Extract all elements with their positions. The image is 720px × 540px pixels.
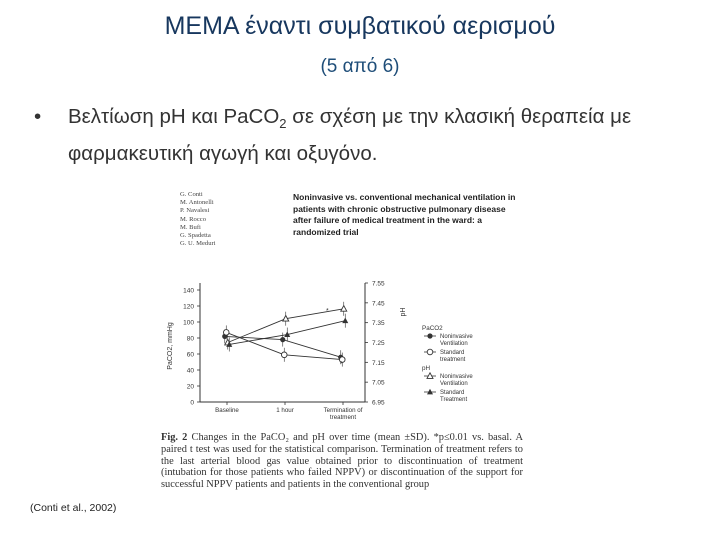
legend-heading: pH bbox=[422, 365, 431, 372]
legend-marker bbox=[427, 333, 432, 338]
x-tick-label: Baseline bbox=[215, 407, 239, 414]
author-name: M. Bufi bbox=[180, 223, 201, 231]
y-left-axis-label: PaCO2, mmHg bbox=[167, 322, 174, 370]
y-right-tick-label: 7.55 bbox=[372, 280, 385, 288]
data-point bbox=[280, 337, 285, 342]
citation: (Conti et al., 2002) bbox=[30, 502, 117, 514]
bullet-text-start: Βελτίωση pH και PaCO bbox=[68, 105, 280, 128]
y-left-tick-label: 100 bbox=[183, 319, 194, 327]
y-left-tick-label: 0 bbox=[190, 399, 194, 407]
y-left-tick-label: 20 bbox=[186, 383, 194, 391]
bullet-icon: • bbox=[34, 105, 42, 128]
y-right-axis-label: pH bbox=[400, 307, 407, 317]
x-tick-label: Termination of bbox=[323, 407, 363, 414]
legend-label: Noninvasive bbox=[440, 374, 473, 380]
data-point bbox=[223, 330, 229, 336]
y-left-tick-label: 120 bbox=[183, 303, 194, 311]
paper-title: Noninvasive vs. conventional mechanical ventilation in patients with chronic obstructive pulmonary disease after failure of medical treatment in the ward: a randomized trial bbox=[293, 192, 516, 237]
author-name: G. U. Meduri bbox=[180, 240, 216, 248]
legend-label: Treatment bbox=[440, 397, 468, 403]
caption-label: Fig. 2 bbox=[161, 432, 188, 443]
y-right-tick-label: 7.15 bbox=[372, 359, 385, 367]
x-tick-label: treatment bbox=[329, 414, 357, 421]
data-point bbox=[341, 306, 347, 312]
bullet-subscript: 2 bbox=[279, 116, 287, 132]
figure-caption bbox=[161, 432, 523, 491]
author-name: M. Antonelli bbox=[180, 199, 214, 207]
legend-label: treatment bbox=[440, 357, 466, 363]
y-right-tick-label: 7.45 bbox=[372, 300, 385, 308]
author-name: M. Rocco bbox=[180, 215, 207, 223]
legend-marker bbox=[427, 373, 433, 379]
x-tick-label: 1 hour bbox=[276, 407, 294, 414]
bullet-text-end: σε σχέση με την κλασική θεραπεία με φαρμακευτική αγωγή και οξυγόνο. bbox=[68, 105, 632, 166]
significance-mark: * bbox=[340, 361, 343, 369]
data-point bbox=[281, 352, 287, 358]
data-point bbox=[342, 317, 348, 323]
legend-label: Ventilation bbox=[440, 381, 468, 387]
y-right-tick-label: 7.35 bbox=[372, 320, 385, 328]
y-right-tick-label: 7.05 bbox=[372, 379, 385, 387]
y-left-tick-label: 60 bbox=[186, 351, 194, 359]
legend-label: Noninvasive bbox=[440, 334, 473, 340]
legend-heading: PaCO2 bbox=[422, 325, 443, 332]
author-name: P. Navalesi bbox=[180, 207, 210, 215]
legend-label: Standard bbox=[440, 350, 465, 356]
author-name: G. Conti bbox=[180, 191, 203, 198]
y-left-tick-label: 80 bbox=[186, 335, 194, 343]
legend-marker bbox=[427, 389, 433, 395]
legend-marker bbox=[427, 349, 433, 355]
legend-label: Standard bbox=[440, 390, 465, 396]
caption-text: Changes in the PaCO₂ and pH over time (mean ±SD). *p≤0.01 vs. basal. A paired t test was used for the statistical comparison. Termination of treatment refers to the last arterial blood gas value obtained prior to discontinuation of treatment (intubation for those patients who failed NPPV) or discontinuation of the support for successful NPPV patients and patients in the conventional group bbox=[161, 432, 523, 491]
slide-subtitle: (5 από 6) bbox=[320, 56, 400, 77]
y-left-tick-label: 140 bbox=[183, 287, 194, 295]
y-left-tick-label: 40 bbox=[186, 367, 194, 375]
slide-title: ΜΕΜΑ έναντι συμβατικού αερισμού bbox=[164, 12, 556, 40]
author-name: G. Spadetta bbox=[180, 232, 211, 240]
significance-mark: * bbox=[326, 307, 329, 315]
legend-label: Ventilation bbox=[440, 341, 468, 347]
y-right-tick-label: 7.25 bbox=[372, 340, 385, 347]
y-right-tick-label: 6.95 bbox=[372, 399, 385, 407]
